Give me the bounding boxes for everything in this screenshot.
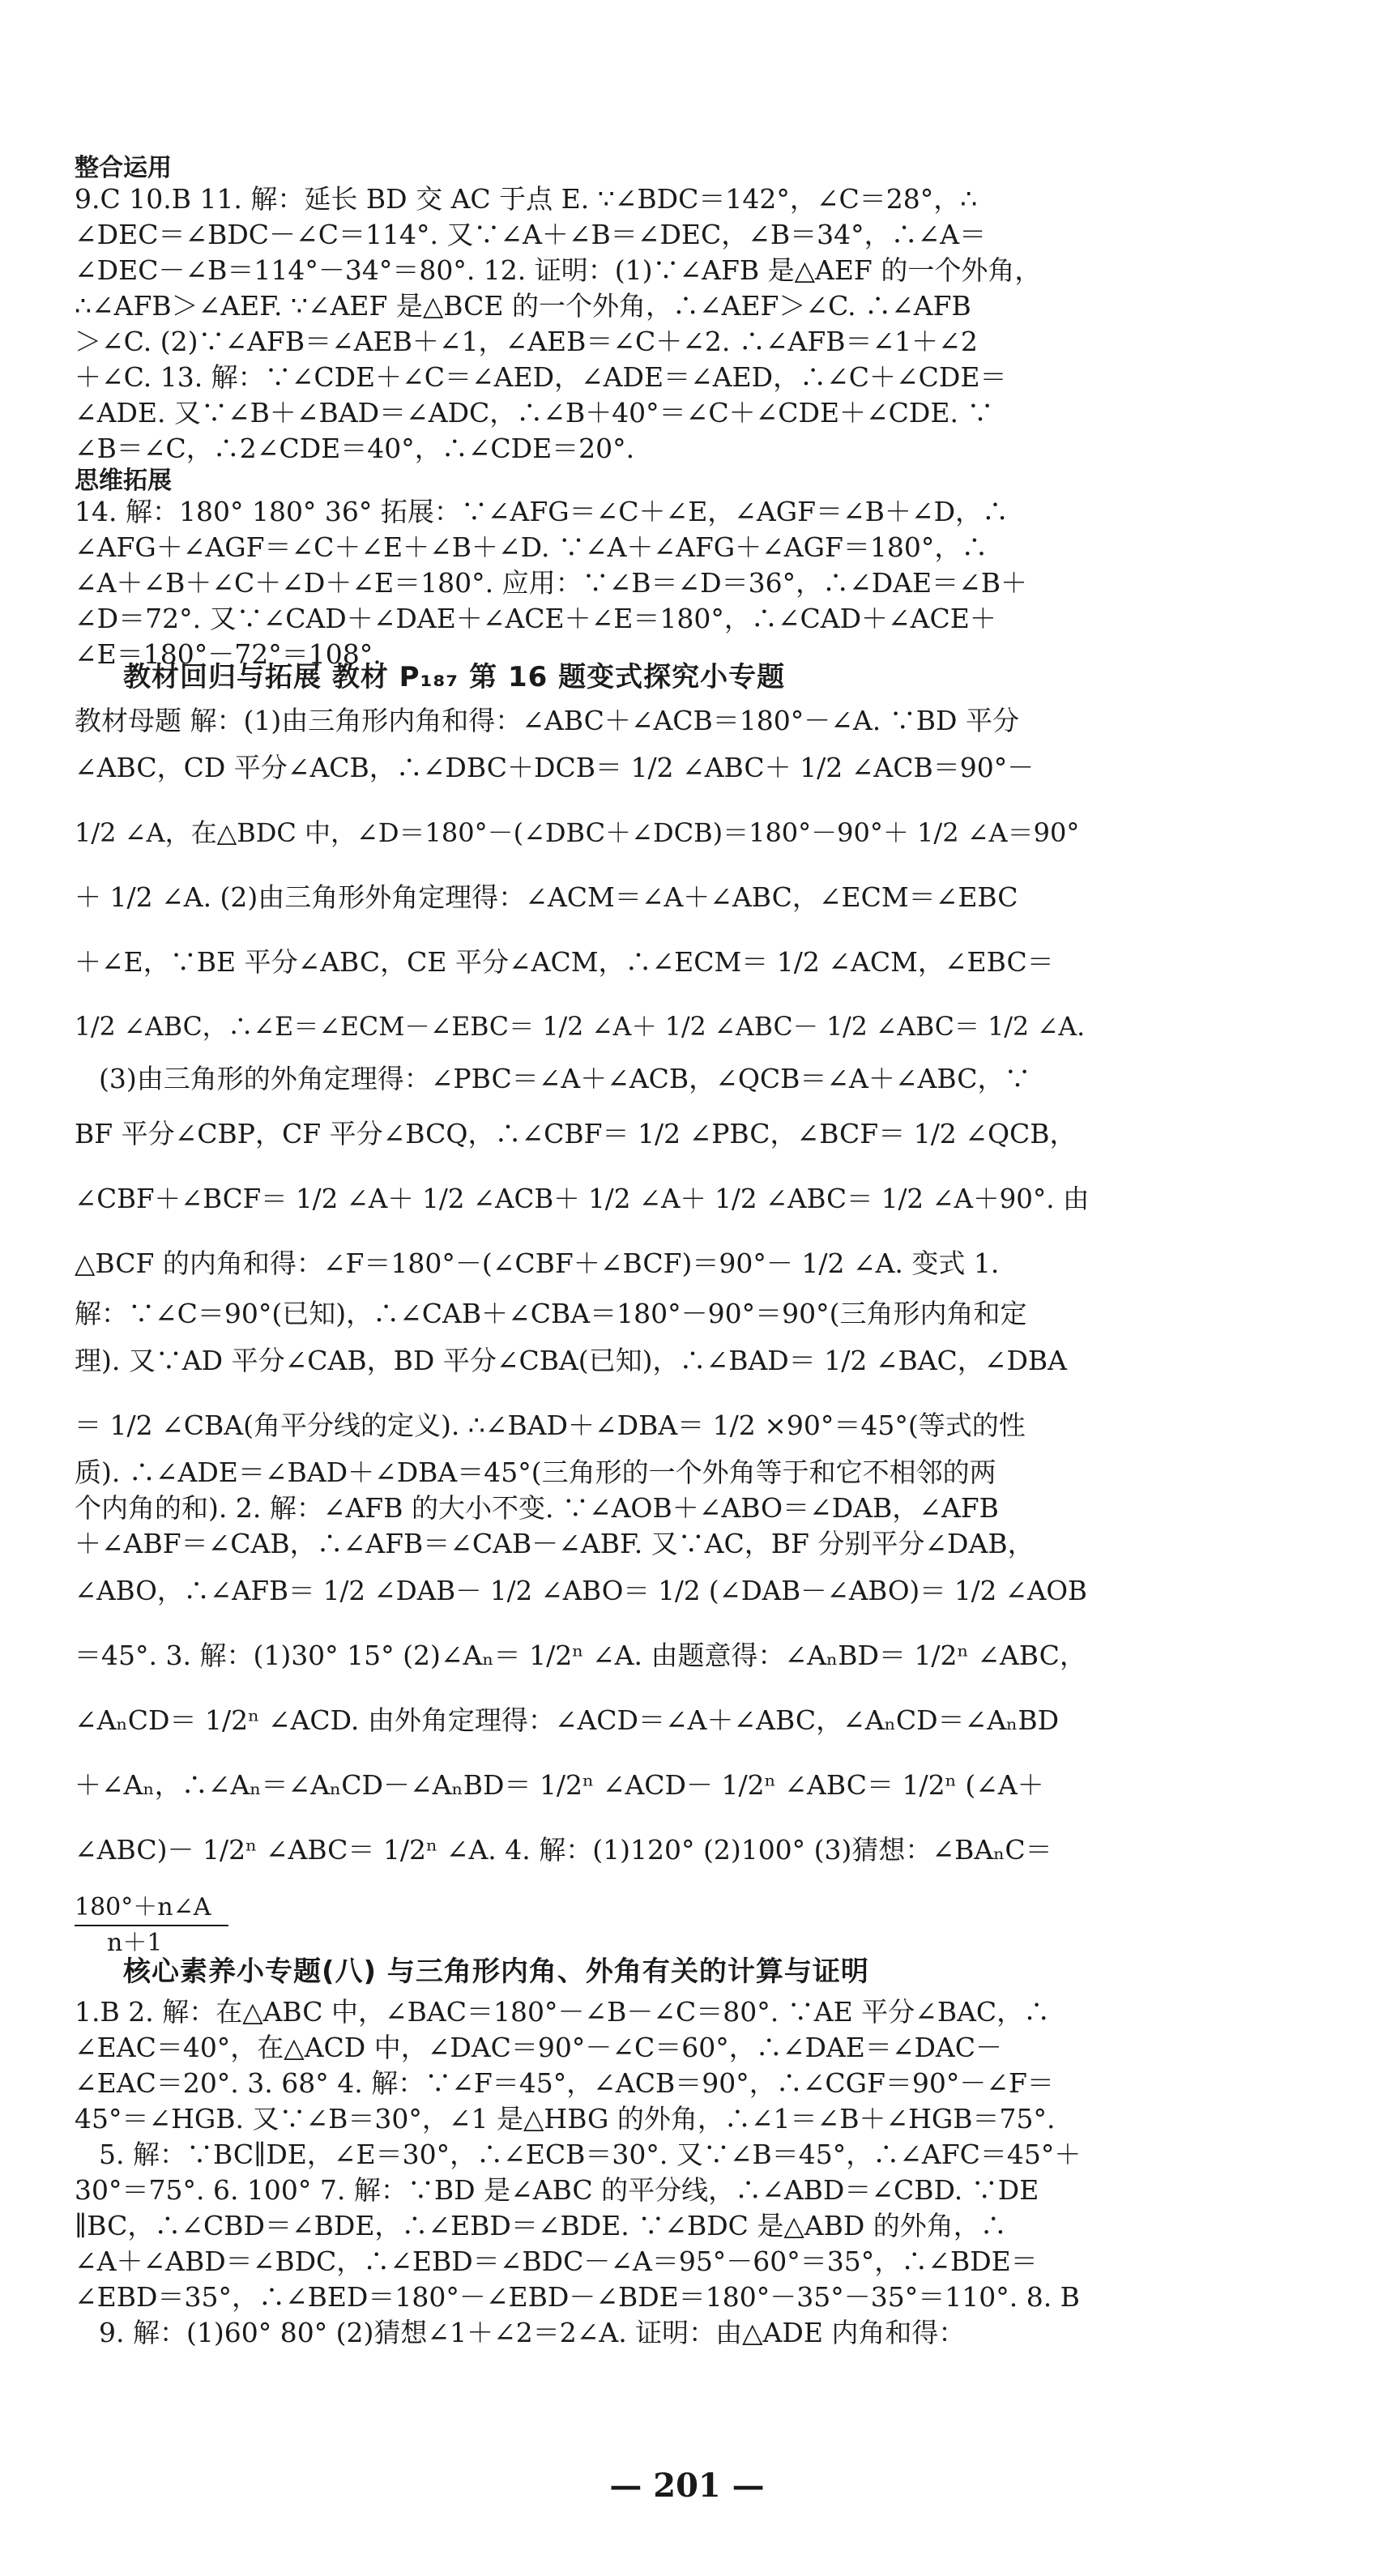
text-line: ∠ADE. 又∵∠B＋∠BAD＝∠ADC，∴∠B＋40°＝∠C＋∠CDE＋∠CDE. ∵ — [75, 397, 994, 429]
text-line: ∠CBF＋∠BCF＝ 1/2 ∠A＋ 1/2 ∠ACB＋ 1/2 ∠A＋ 1/2 ∠ABC＝ 1/2 ∠A＋90°. 由 — [75, 1184, 1090, 1214]
text-line: ∠EAC＝20°. 3. 68° 4. 解：∵∠F＝45°，∠ACB＝90°，∴∠CGF＝90°－∠F＝ — [75, 2067, 1054, 2099]
text-line: ∴∠AFB＞∠AEF. ∵∠AEF 是△BCE 的一个外角，∴∠AEF＞∠C. ∴∠AFB — [75, 290, 971, 322]
text-line: 14. 解：180° 180° 36° 拓展：∵∠AFG＝∠C＋∠E，∠AGF＝∠B＋∠D，∴ — [75, 496, 1009, 527]
text-line: 1.B 2. 解：在△ABC 中，∠BAC＝180°－∠B－∠C＝80°. ∵AE 平分∠BAC，∴ — [75, 1996, 1051, 2028]
text-line: ∠EBD＝35°，∴∠BED＝180°－∠EBD－∠BDE＝180°－35°－35°＝110°. 8. B — [75, 2281, 1080, 2313]
fraction-bar — [75, 1925, 228, 1926]
text-line: ∥BC，∴∠CBD＝∠BDE，∴∠EBD＝∠BDE. ∵∠BDC 是△ABD 的外角，∴ — [75, 2210, 1007, 2241]
text-line: ∠ABO，∴∠AFB＝ 1/2 ∠DAB－ 1/2 ∠ABO＝ 1/2 (∠DAB－∠ABO)＝ 1/2 ∠AOB — [75, 1576, 1087, 1606]
text-line: ＋∠C. 13. 解：∵∠CDE＋∠C＝∠AED，∠ADE＝∠AED，∴∠C＋∠CDE＝ — [75, 361, 1007, 393]
section-heading-thinking: 思维拓展 — [75, 467, 172, 495]
content-column — [75, 0, 1091, 2576]
text-line: ＞∠C. (2)∵∠AFB＝∠AEB＋∠1，∠AEB＝∠C＋∠2. ∴∠AFB＝∠1＋∠2 — [75, 326, 978, 357]
text-line: ∠DEC＝∠BDC－∠C＝114°. 又∵∠A＋∠B＝∠DEC，∠B＝34°，∴∠A＝ — [75, 219, 987, 250]
text-line: ∠AFG＋∠AGF＝∠C＋∠E＋∠B＋∠D. ∵∠A＋∠AFG＋∠AGF＝180°，∴ — [75, 531, 988, 563]
text-line: BF 平分∠CBP，CF 平分∠BCQ，∴∠CBF＝ 1/2 ∠PBC，∠BCF＝ 1/2 ∠QCB， — [75, 1118, 1077, 1149]
text-line: 9. 解：(1)60° 80° (2)猜想∠1＋∠2＝2∠A. 证明：由△ADE 内角和得： — [99, 2317, 966, 2348]
text-line: ∠A＋∠B＋∠C＋∠D＋∠E＝180°. 应用：∵∠B＝∠D＝36°，∴∠DAE＝∠B＋ — [75, 567, 1028, 599]
text-line: ∠AₙCD＝ 1/2ⁿ ∠ACD. 由外角定理得：∠ACD＝∠A＋∠ABC，∠AₙCD＝∠AₙBD — [75, 1704, 1060, 1736]
text-line: ∠D＝72°. 又∵∠CAD＋∠DAE＋∠ACE＋∠E＝180°，∴∠CAD＋∠ACE＋ — [75, 603, 996, 634]
fraction-denominator: n＋1 — [107, 1929, 163, 1957]
topic-title-core: 核心素养小专题(八) 与三角形内角、外角有关的计算与证明 — [123, 1955, 869, 1988]
text-line: 5. 解：∵BC∥DE，∠E＝30°，∴∠ECB＝30°. 又∵∠B＝45°，∴∠AFC＝45°＋ — [99, 2139, 1082, 2170]
text-line: 个内角的和). 2. 解：∠AFB 的大小不变. ∵∠AOB＋∠ABO＝∠DAB，∠AFB — [75, 1492, 999, 1524]
text-line: ＝ 1/2 ∠CBA(角平分线的定义). ∴∠BAD＋∠DBA＝ 1/2 ×90°＝45°(等式的性 — [75, 1410, 1026, 1441]
text-line: ∠DEC－∠B＝114°－34°＝80°. 12. 证明：(1)∵∠AFB 是△AEF 的一个外角， — [75, 254, 1042, 286]
text-line: ∠E＝180°－72°＝108°. — [75, 638, 382, 670]
text-line: 解：∵∠C＝90°(已知)，∴∠CAB＋∠CBA＝180°－90°＝90°(三角形内角和定 — [75, 1298, 1027, 1329]
text-line: ＝45°. 3. 解：(1)30° 15° (2)∠Aₙ＝ 1/2ⁿ ∠A. 由题意得：∠AₙBD＝ 1/2ⁿ ∠ABC， — [75, 1640, 1086, 1671]
text-line: ＋∠E，∵BE 平分∠ABC，CE 平分∠ACM，∴∠ECM＝ 1/2 ∠ACM，∠EBC＝ — [75, 946, 1054, 978]
section-heading-integrate: 整合运用 — [75, 154, 172, 182]
topic-title-textbook: 教材回归与拓展 教材 P₁₈₇ 第 16 题变式探究小专题 — [123, 661, 786, 693]
text-line: ∠ABC)－ 1/2ⁿ ∠ABC＝ 1/2ⁿ ∠A. 4. 解：(1)120° (2)100° (3)猜想：∠BAₙC＝ — [75, 1834, 1052, 1866]
text-line: ∠A＋∠ABD＝∠BDC，∴∠EBD＝∠BDC－∠A＝95°－60°＝35°，∴∠BDE＝ — [75, 2245, 1038, 2277]
fraction-numerator: 180°＋n∠A — [75, 1893, 211, 1921]
page-number: — 201 — — [609, 2467, 765, 2505]
text-line: △BCF 的内角和得：∠F＝180°－(∠CBF＋∠BCF)＝90°－ 1/2 ∠A. 变式 1. — [75, 1247, 1000, 1279]
text-line: 教材母题 解：(1)由三角形内角和得：∠ABC＋∠ACB＝180°－∠A. ∵BD 平分 — [75, 705, 1019, 736]
text-line: 45°＝∠HGB. 又∵∠B＝30°，∠1 是△HBG 的外角，∴∠1＝∠B＋∠HGB＝75°. — [75, 2103, 1056, 2135]
text-line: ＋∠Aₙ，∴∠Aₙ＝∠AₙCD－∠AₙBD＝ 1/2ⁿ ∠ACD－ 1/2ⁿ ∠ABC＝ 1/2ⁿ (∠A＋ — [75, 1769, 1044, 1801]
text-line: 9.C 10.B 11. 解：延长 BD 交 AC 于点 E. ∵∠BDC＝142°，∠C＝28°，∴ — [75, 183, 978, 215]
text-line: 质). ∴∠ADE＝∠BAD＋∠DBA＝45°(三角形的一个外角等于和它不相邻的两 — [75, 1456, 996, 1488]
text-line: 1/2 ∠A，在△BDC 中，∠D＝180°－(∠DBC＋∠DCB)＝180°－90°＋ 1/2 ∠A＝90° — [75, 817, 1080, 848]
text-line: 理). 又∵AD 平分∠CAB，BD 平分∠CBA(已知)，∴∠BAD＝ 1/2 ∠BAC，∠DBA — [75, 1345, 1067, 1376]
text-line: ∠EAC＝40°，在△ACD 中，∠DAC＝90°－∠C＝60°，∴∠DAE＝∠DAC－ — [75, 2032, 1003, 2063]
text-line: ＋∠ABF＝∠CAB，∴∠AFB＝∠CAB－∠ABF. 又∵AC，BF 分别平分∠DAB， — [75, 1528, 1035, 1559]
text-line: ∠ABC，CD 平分∠ACB，∴∠DBC＋DCB＝ 1/2 ∠ABC＋ 1/2 ∠ACB＝90°－ — [75, 752, 1035, 783]
text-line: 30°＝75°. 6. 100° 7. 解：∵BD 是∠ABC 的平分线，∴∠ABD＝∠CBD. ∵DE — [75, 2174, 1039, 2206]
text-line: (3)由三角形的外角定理得：∠PBC＝∠A＋∠ACB，∠QCB＝∠A＋∠ABC，∵ — [99, 1063, 1031, 1094]
text-line: ＋ 1/2 ∠A. (2)由三角形外角定理得：∠ACM＝∠A＋∠ABC，∠ECM＝∠EBC — [75, 881, 1018, 913]
text-line: 1/2 ∠ABC，∴∠E＝∠ECM－∠EBC＝ 1/2 ∠A＋ 1/2 ∠ABC－ 1/2 ∠ABC＝ 1/2 ∠A. — [75, 1013, 1086, 1042]
text-line: ∠B＝∠C，∴2∠CDE＝40°，∴∠CDE＝20°. — [75, 433, 635, 464]
